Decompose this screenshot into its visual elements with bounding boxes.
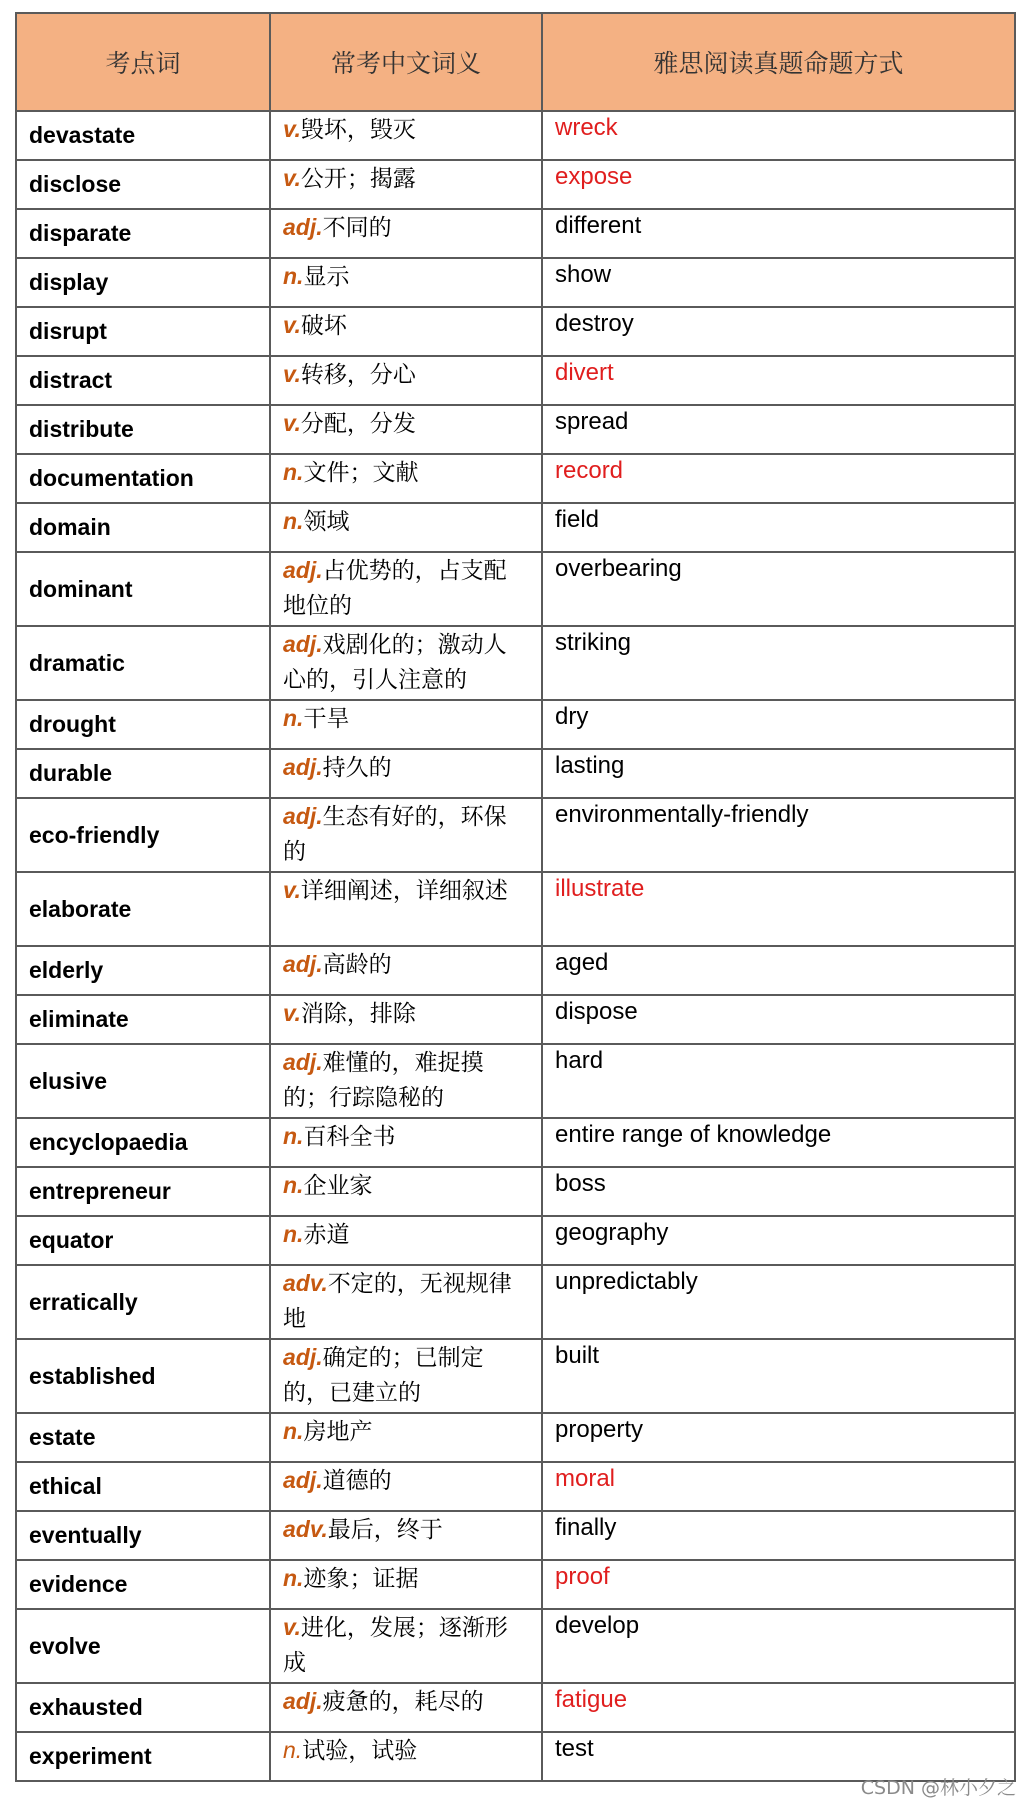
chinese-meaning: 破坏 xyxy=(300,313,347,339)
header-chinese-meaning: 常考中文词义 xyxy=(270,13,542,111)
keyword-cell: elderly xyxy=(16,946,270,995)
ielts-paraphrase-cell: striking xyxy=(542,626,1015,700)
keyword-cell: evolve xyxy=(16,1609,270,1683)
ielts-paraphrase-cell: test xyxy=(542,1732,1015,1781)
meaning-cell xyxy=(270,1609,542,1683)
meaning-cell xyxy=(270,1732,542,1781)
chinese-meaning: 毁坏，毁灭 xyxy=(300,117,416,143)
chinese-meaning: 显示 xyxy=(303,264,350,290)
keyword-cell: display xyxy=(16,258,270,307)
chinese-meaning: 生态有好的，环保的 xyxy=(283,804,507,865)
table-row xyxy=(16,1265,1015,1339)
meaning-cell xyxy=(270,798,542,872)
meaning-cell xyxy=(270,626,542,700)
table-row xyxy=(16,946,1015,995)
meaning-cell xyxy=(270,209,542,258)
keyword-cell: erratically xyxy=(16,1265,270,1339)
meaning-cell xyxy=(270,995,542,1044)
keyword-cell: drought xyxy=(16,700,270,749)
keyword-cell: distribute xyxy=(16,405,270,454)
keyword-cell: disparate xyxy=(16,209,270,258)
meaning-cell xyxy=(270,749,542,798)
table-row xyxy=(16,552,1015,626)
meaning-cell xyxy=(270,454,542,503)
keyword-cell: disclose xyxy=(16,160,270,209)
ielts-paraphrase-cell: record xyxy=(542,454,1015,503)
meaning-cell xyxy=(270,503,542,552)
chinese-meaning: 详细阐述，详细叙述 xyxy=(300,878,508,904)
ielts-paraphrase-cell: wreck xyxy=(542,111,1015,160)
keyword-cell: estate xyxy=(16,1413,270,1462)
chinese-meaning: 消除，排除 xyxy=(300,1001,416,1027)
table-row xyxy=(16,503,1015,552)
meaning-cell xyxy=(270,700,542,749)
ielts-paraphrase-cell: divert xyxy=(542,356,1015,405)
chinese-meaning: 文件；文献 xyxy=(303,460,419,486)
part-of-speech: n. xyxy=(283,459,304,485)
chinese-meaning: 百科全书 xyxy=(303,1124,396,1150)
meaning-cell xyxy=(270,307,542,356)
keyword-cell: elusive xyxy=(16,1044,270,1118)
part-of-speech: n. xyxy=(283,1418,304,1444)
part-of-speech: adj. xyxy=(283,1688,323,1714)
chinese-meaning: 占优势的，占支配地位的 xyxy=(283,558,507,619)
part-of-speech: adv. xyxy=(283,1516,328,1542)
table-row xyxy=(16,1167,1015,1216)
ielts-paraphrase-cell: develop xyxy=(542,1609,1015,1683)
keyword-cell: disrupt xyxy=(16,307,270,356)
table-row xyxy=(16,1683,1015,1732)
part-of-speech: n. xyxy=(283,508,304,534)
keyword-cell: distract xyxy=(16,356,270,405)
keyword-cell: devastate xyxy=(16,111,270,160)
chinese-meaning: 戏剧化的；激动人心的，引人注意的 xyxy=(283,632,507,693)
ielts-paraphrase-cell: environmentally-friendly xyxy=(542,798,1015,872)
ielts-paraphrase-cell: expose xyxy=(542,160,1015,209)
meaning-cell xyxy=(270,1265,542,1339)
part-of-speech: n. xyxy=(283,1737,303,1763)
table-row xyxy=(16,1511,1015,1560)
table-row xyxy=(16,798,1015,872)
meaning-cell xyxy=(270,111,542,160)
table-row xyxy=(16,1044,1015,1118)
table-row xyxy=(16,111,1015,160)
chinese-meaning: 公开；揭露 xyxy=(300,166,416,192)
meaning-cell xyxy=(270,1167,542,1216)
part-of-speech: v. xyxy=(283,877,301,903)
part-of-speech: adj. xyxy=(283,631,323,657)
ielts-paraphrase-cell: illustrate xyxy=(542,872,1015,946)
ielts-paraphrase-cell: property xyxy=(542,1413,1015,1462)
meaning-cell xyxy=(270,1413,542,1462)
table-row xyxy=(16,454,1015,503)
table-row xyxy=(16,872,1015,946)
ielts-paraphrase-cell: geography xyxy=(542,1216,1015,1265)
part-of-speech: adj. xyxy=(283,1467,323,1493)
part-of-speech: v. xyxy=(283,116,301,142)
ielts-paraphrase-cell: unpredictably xyxy=(542,1265,1015,1339)
meaning-cell xyxy=(270,1560,542,1609)
chinese-meaning: 转移，分心 xyxy=(300,362,416,388)
part-of-speech: adj. xyxy=(283,1344,323,1370)
chinese-meaning: 不定的，无视规律地 xyxy=(283,1271,512,1332)
keyword-cell: durable xyxy=(16,749,270,798)
table-row xyxy=(16,1560,1015,1609)
table-row xyxy=(16,1609,1015,1683)
keyword-cell: encyclopaedia xyxy=(16,1118,270,1167)
ielts-paraphrase-cell: finally xyxy=(542,1511,1015,1560)
part-of-speech: n. xyxy=(283,1123,304,1149)
chinese-meaning: 疲惫的，耗尽的 xyxy=(322,1689,484,1715)
ielts-paraphrase-cell: destroy xyxy=(542,307,1015,356)
part-of-speech: n. xyxy=(283,1172,304,1198)
chinese-meaning: 难懂的，难捉摸的；行踪隐秘的 xyxy=(283,1050,484,1111)
ielts-paraphrase-cell: hard xyxy=(542,1044,1015,1118)
part-of-speech: n. xyxy=(283,263,304,289)
header-row xyxy=(16,13,1015,111)
table-row xyxy=(16,1462,1015,1511)
meaning-cell xyxy=(270,405,542,454)
ielts-paraphrase-cell: different xyxy=(542,209,1015,258)
keyword-cell: entrepreneur xyxy=(16,1167,270,1216)
ielts-paraphrase-cell: aged xyxy=(542,946,1015,995)
keyword-cell: eco-friendly xyxy=(16,798,270,872)
meaning-cell xyxy=(270,946,542,995)
keyword-cell: eliminate xyxy=(16,995,270,1044)
chinese-meaning: 迹象；证据 xyxy=(303,1566,419,1592)
chinese-meaning: 道德的 xyxy=(322,1468,392,1494)
header-keyword: 考点词 xyxy=(16,13,270,111)
keyword-cell: exhausted xyxy=(16,1683,270,1732)
meaning-cell xyxy=(270,1511,542,1560)
ielts-paraphrase-cell: show xyxy=(542,258,1015,307)
table-row xyxy=(16,995,1015,1044)
table-row xyxy=(16,700,1015,749)
ielts-paraphrase-cell: boss xyxy=(542,1167,1015,1216)
table-row xyxy=(16,1118,1015,1167)
chinese-meaning: 赤道 xyxy=(303,1222,350,1248)
part-of-speech: adj. xyxy=(283,951,323,977)
meaning-cell xyxy=(270,1118,542,1167)
keyword-cell: dramatic xyxy=(16,626,270,700)
keyword-cell: established xyxy=(16,1339,270,1413)
part-of-speech: v. xyxy=(283,1000,301,1026)
ielts-paraphrase-cell: dry xyxy=(542,700,1015,749)
keyword-cell: evidence xyxy=(16,1560,270,1609)
chinese-meaning: 试验，试验 xyxy=(302,1738,418,1764)
meaning-cell xyxy=(270,552,542,626)
meaning-cell xyxy=(270,160,542,209)
table-row xyxy=(16,356,1015,405)
ielts-paraphrase-cell: proof xyxy=(542,1560,1015,1609)
part-of-speech: adj. xyxy=(283,557,323,583)
meaning-cell xyxy=(270,356,542,405)
keyword-cell: dominant xyxy=(16,552,270,626)
table-row xyxy=(16,1339,1015,1413)
part-of-speech: adv. xyxy=(283,1270,328,1296)
keyword-cell: domain xyxy=(16,503,270,552)
meaning-cell xyxy=(270,1462,542,1511)
ielts-paraphrase-cell: overbearing xyxy=(542,552,1015,626)
table-row xyxy=(16,209,1015,258)
header-ielts-paraphrase: 雅思阅读真题命题方式 xyxy=(542,13,1015,111)
chinese-meaning: 房地产 xyxy=(303,1419,373,1445)
table-row xyxy=(16,626,1015,700)
chinese-meaning: 不同的 xyxy=(322,215,392,241)
chinese-meaning: 企业家 xyxy=(303,1173,373,1199)
part-of-speech: v. xyxy=(283,312,301,338)
meaning-cell xyxy=(270,1216,542,1265)
table-row xyxy=(16,1216,1015,1265)
part-of-speech: n. xyxy=(283,1221,304,1247)
table-row xyxy=(16,749,1015,798)
keyword-cell: ethical xyxy=(16,1462,270,1511)
part-of-speech: adj. xyxy=(283,1049,323,1075)
table-body xyxy=(16,111,1015,1781)
ielts-paraphrase-cell: moral xyxy=(542,1462,1015,1511)
part-of-speech: adj. xyxy=(283,754,323,780)
part-of-speech: v. xyxy=(283,165,301,191)
chinese-meaning: 干旱 xyxy=(303,706,350,732)
ielts-paraphrase-cell: field xyxy=(542,503,1015,552)
keyword-cell: eventually xyxy=(16,1511,270,1560)
keyword-cell: experiment xyxy=(16,1732,270,1781)
ielts-paraphrase-cell: dispose xyxy=(542,995,1015,1044)
meaning-cell xyxy=(270,872,542,946)
table-row xyxy=(16,307,1015,356)
watermark: CSDN @林小夕之 xyxy=(860,1777,1016,1799)
keyword-cell: equator xyxy=(16,1216,270,1265)
chinese-meaning: 分配，分发 xyxy=(300,411,416,437)
ielts-paraphrase-cell: entire range of knowledge xyxy=(542,1118,1015,1167)
meaning-cell xyxy=(270,1683,542,1732)
part-of-speech: v. xyxy=(283,410,301,436)
keyword-cell: documentation xyxy=(16,454,270,503)
table-row xyxy=(16,1413,1015,1462)
chinese-meaning: 确定的；已制定的，已建立的 xyxy=(283,1345,484,1406)
part-of-speech: v. xyxy=(283,1614,301,1640)
meaning-cell xyxy=(270,258,542,307)
part-of-speech: adj. xyxy=(283,214,323,240)
chinese-meaning: 高龄的 xyxy=(322,952,392,978)
keyword-cell: elaborate xyxy=(16,872,270,946)
ielts-paraphrase-cell: spread xyxy=(542,405,1015,454)
vocabulary-table xyxy=(15,12,1016,1782)
part-of-speech: n. xyxy=(283,1565,304,1591)
chinese-meaning: 领域 xyxy=(303,509,350,535)
ielts-paraphrase-cell: built xyxy=(542,1339,1015,1413)
ielts-paraphrase-cell: lasting xyxy=(542,749,1015,798)
part-of-speech: n. xyxy=(283,705,304,731)
part-of-speech: adj. xyxy=(283,803,323,829)
meaning-cell xyxy=(270,1339,542,1413)
chinese-meaning: 进化，发展；逐渐形成 xyxy=(283,1615,508,1676)
meaning-cell xyxy=(270,1044,542,1118)
part-of-speech: v. xyxy=(283,361,301,387)
ielts-paraphrase-cell: fatigue xyxy=(542,1683,1015,1732)
chinese-meaning: 最后，终于 xyxy=(327,1517,443,1543)
chinese-meaning: 持久的 xyxy=(322,755,392,781)
table-row xyxy=(16,258,1015,307)
table-row xyxy=(16,405,1015,454)
table-row xyxy=(16,160,1015,209)
